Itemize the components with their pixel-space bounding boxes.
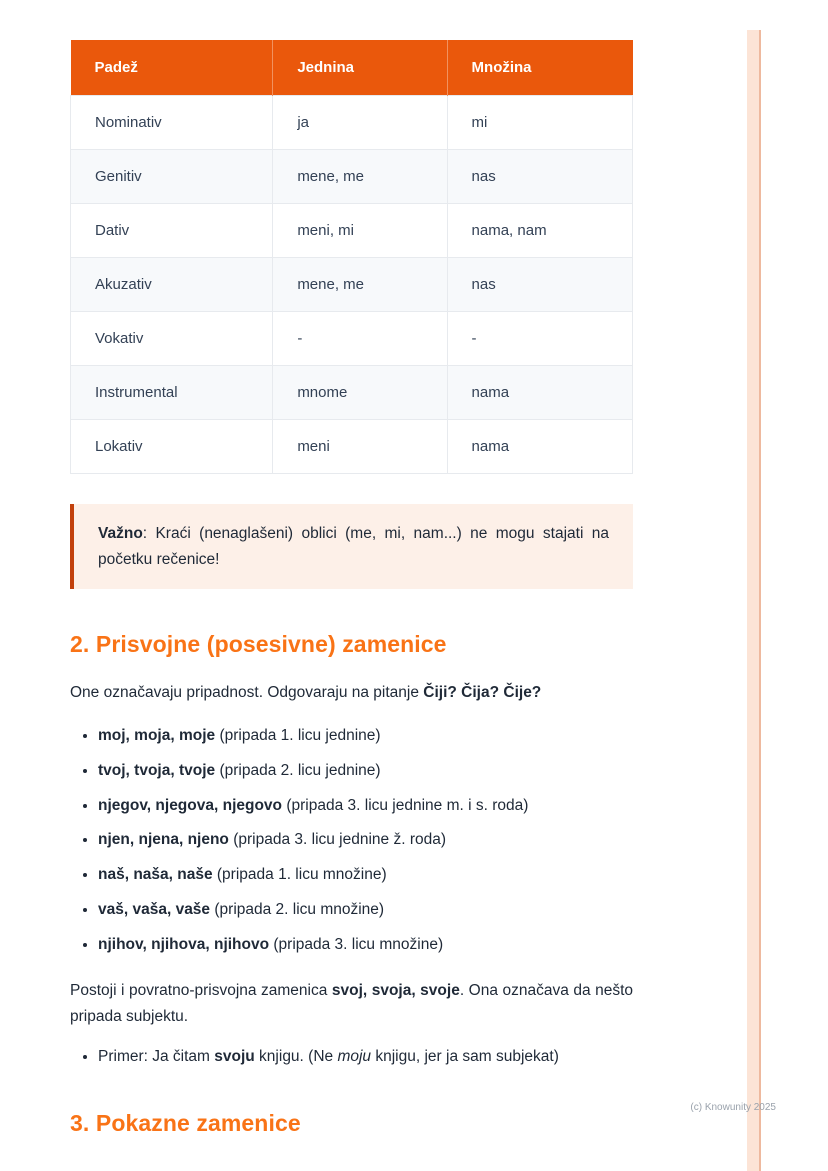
example-p1: Primer: Ja čitam	[98, 1048, 215, 1066]
reflexive-p1: Postoji i povratno-prisvojna zamenica	[70, 982, 332, 1000]
table-cell: ja	[273, 96, 447, 150]
table-cell: meni, mi	[273, 204, 447, 258]
table-cell: Instrumental	[71, 366, 273, 420]
table-header-case: Padež	[71, 40, 273, 96]
pronoun-desc: (pripada 1. licu množine)	[212, 866, 387, 884]
list-item	[98, 726, 633, 747]
page-edge-stripe	[747, 30, 761, 1171]
table-cell: nama, nam	[447, 204, 632, 258]
example-list	[70, 1047, 633, 1068]
table-cell: Dativ	[71, 204, 273, 258]
vazno-callout	[70, 504, 633, 589]
footer-copyright: (c) Knowunity 2025	[690, 1102, 776, 1113]
table-cell: Akuzativ	[71, 258, 273, 312]
table-cell: meni	[273, 420, 447, 474]
example-p2: knjigu. (Ne	[254, 1048, 338, 1066]
table-cell: Lokativ	[71, 420, 273, 474]
table-cell: -	[447, 312, 632, 366]
table-cell: mene, me	[273, 258, 447, 312]
pronoun-bold: naš, naša, naše	[98, 866, 213, 884]
table-header-row	[71, 40, 633, 96]
table-cell: mnome	[273, 366, 447, 420]
section-heading-possessive: 2. Prisvojne (posesivne) zamenice	[70, 631, 447, 658]
table-cell: nas	[447, 258, 632, 312]
intro-question-bold: Čiji? Čija? Čije?	[423, 684, 542, 702]
table-row	[71, 96, 633, 150]
callout-text: : Kraći (nenaglašeni) oblici (me, mi, nam...) ne mogu stajati na početku rečenice!	[98, 525, 609, 568]
pronoun-bold: vaš, vaša, vaše	[98, 901, 211, 919]
table-row	[71, 366, 633, 420]
pronoun-bold: njegov, njegova, njegovo	[98, 796, 283, 814]
list-item	[98, 1047, 633, 1068]
table-cell: Genitiv	[71, 150, 273, 204]
intro-plain: One označavaju pripadnost. Odgovaraju na pitanje	[70, 684, 424, 702]
example-italic: moju	[337, 1048, 372, 1066]
list-item	[98, 796, 633, 817]
example-p3: knjigu, jer ja sam subjekat)	[371, 1048, 559, 1066]
table-cell: Nominativ	[71, 96, 273, 150]
table-cell: Vokativ	[71, 312, 273, 366]
pronoun-declension-table	[70, 40, 633, 474]
table-row	[71, 204, 633, 258]
list-item	[98, 830, 633, 851]
table-row	[71, 258, 633, 312]
section-heading-demonstrative: 3. Pokazne zamenice	[70, 1110, 301, 1137]
table-cell: nama	[447, 366, 632, 420]
table-header-singular: Jednina	[273, 40, 447, 96]
pronoun-bold: njihov, njihova, njihovo	[98, 936, 270, 954]
table-header-plural: Množina	[447, 40, 632, 96]
table-cell: mi	[447, 96, 632, 150]
list-item	[98, 935, 633, 956]
list-item	[98, 865, 633, 886]
reflexive-bold: svoj, svoja, svoje	[331, 982, 460, 1000]
table-row	[71, 312, 633, 366]
pronoun-desc: (pripada 1. licu jednine)	[215, 726, 381, 744]
table-cell: nas	[447, 150, 632, 204]
list-item	[98, 761, 633, 782]
pronoun-bold: njen, njena, njeno	[98, 831, 229, 849]
table-cell: mene, me	[273, 150, 447, 204]
possessive-intro	[70, 680, 633, 706]
table-row	[71, 420, 633, 474]
document-content	[70, 40, 633, 1137]
pronoun-desc: (pripada 3. licu jednine m. i s. roda)	[282, 796, 529, 814]
callout-label: Važno	[98, 525, 143, 542]
possessive-pronoun-list	[70, 726, 633, 956]
list-item	[98, 900, 633, 921]
reflexive-p2: . Ona označava da nešto pripada subjektu.	[70, 982, 634, 1025]
reflexive-paragraph	[70, 978, 633, 1029]
table-cell: nama	[447, 420, 632, 474]
pronoun-desc: (pripada 2. licu jednine)	[215, 761, 381, 779]
pronoun-desc: (pripada 3. licu množine)	[269, 936, 444, 954]
pronoun-bold: tvoj, tvoja, tvoje	[98, 761, 216, 779]
example-bold: svoju	[214, 1048, 255, 1066]
pronoun-bold: moj, moja, moje	[98, 726, 216, 744]
pronoun-desc: (pripada 2. licu množine)	[210, 901, 385, 919]
pronoun-desc: (pripada 3. licu jednine ž. roda)	[228, 831, 447, 849]
table-cell: -	[273, 312, 447, 366]
table-row	[71, 150, 633, 204]
